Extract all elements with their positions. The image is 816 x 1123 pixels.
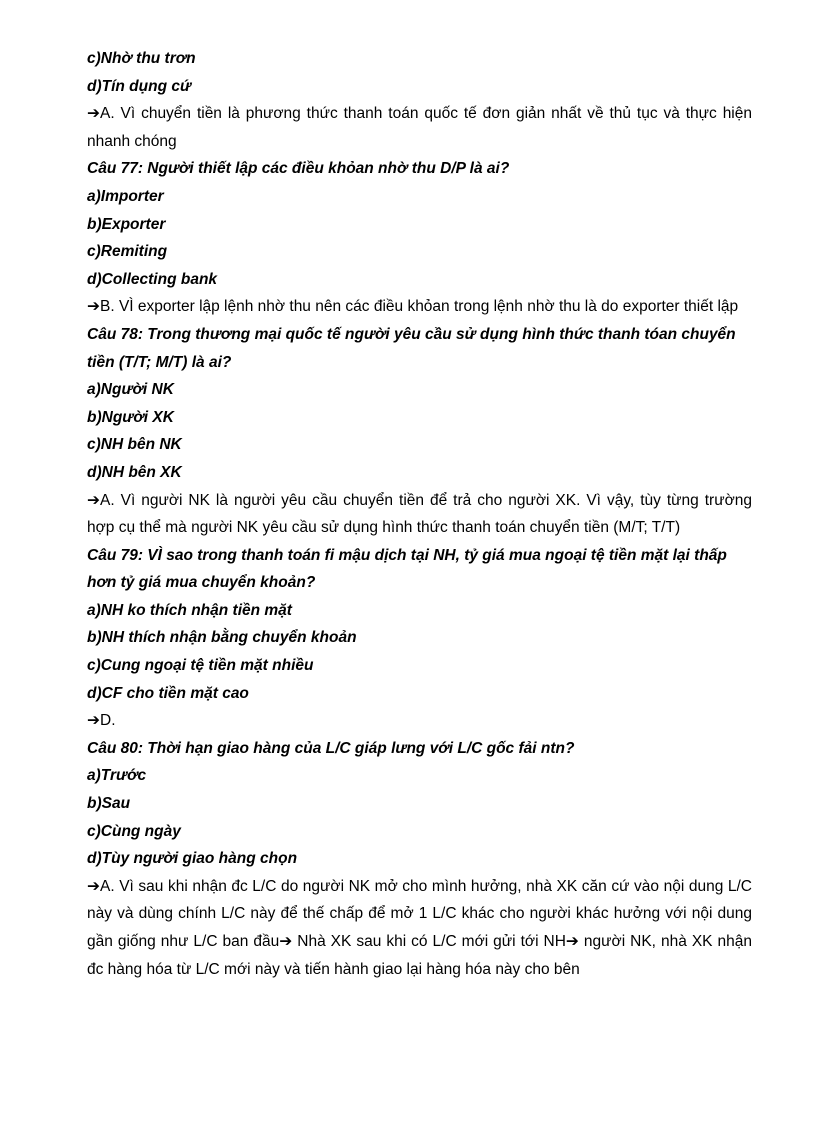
option-line: a)NH ko thích nhận tiền mặt [87,601,292,619]
option-line: c)Cung ngoại tệ tiền mặt nhiều [87,657,314,675]
answer-line: ➔A. Vì chuyển tiền là phương thức thanh toán quốc tế đơn giản nhất về thủ tục và thực hiện nhanh chóng [87,105,752,150]
option-line: d)Tín dụng cứ [87,77,192,95]
arrow-icon: ➔ [565,933,579,950]
option-line: a)Importer [87,187,164,205]
question-line: Câu 77: Người thiết lập các điều khỏan nhờ thu D/P là ai? [87,160,510,178]
answer-line: ➔B. VÌ exporter lập lệnh nhờ thu nên các điều khỏan trong lệnh nhờ thu là do exporter thiết lập [87,298,739,316]
answer-line: ➔A. Vì sau khi nhận đc L/C do người NK mở cho mình hưởng, nhà XK căn cứ vào nội dung L/C này và dùng chính L/C này để thế chấp để mở 1 L/C khác cho người khác hưởng với nội dung gần giống như L/C ban đầu➔ Nhà XK sau khi có L/C mới gửi tới NH➔ người NK, nhà XK nhận đc hàng hóa từ L/C mới này và tiến hành giao lại hàng hóa này cho bên [87,877,753,978]
arrow-icon: ➔ [87,105,100,123]
option-line: a)Trước [87,767,147,785]
option-line: d)NH bên XK [87,463,182,481]
option-line: c)Nhờ thu trơn [87,50,196,67]
arrow-icon: ➔ [87,491,100,509]
option-line: c)Remiting [87,243,168,261]
question-line: Câu 78: Trong thương mại quốc tế người yêu cầu sử dụng hình thức thanh tóan chuyển tiền (T/T; M/T) là ai? [87,325,736,371]
option-line: d)Tùy người giao hàng chọn [87,850,298,868]
option-line: b)NH thích nhận bằng chuyển khoản [87,629,357,647]
option-line: c)NH bên NK [87,436,182,454]
arrow-icon: ➔ [87,877,100,895]
option-line: b)Exporter [87,215,166,233]
answer-line: ➔A. Vì người NK là người yêu cầu chuyển tiền để trả cho người XK. Vì vậy, tùy từng trường hợp cụ thể mà người NK yêu cầu sử dụng hình thức thanh toán chuyển tiền (M/T; T/T) [87,491,752,537]
document-page [87,45,752,983]
arrow-icon: ➔ [87,298,100,316]
arrow-icon: ➔ [279,933,293,950]
option-line: d)Collecting bank [87,270,218,288]
question-line: Câu 80: Thời hạn giao hàng của L/C giáp lưng với L/C gốc fải ntn? [87,739,575,757]
option-line: a)Người NK [87,381,174,399]
option-line: d)CF cho tiền mặt cao [87,684,249,702]
option-line: c)Cùng ngày [87,822,181,840]
option-line: b)Người XK [87,408,174,426]
option-line: b)Sau [87,795,131,813]
answer-line: ➔D. [87,712,116,730]
question-line: Câu 79: VÌ sao trong thanh toán fi mậu dịch tại NH, tỷ giá mua ngoại tệ tiền mặt lại thấp hơn tỷ giá mua chuyển khoản? [87,546,727,592]
arrow-icon: ➔ [87,712,100,730]
